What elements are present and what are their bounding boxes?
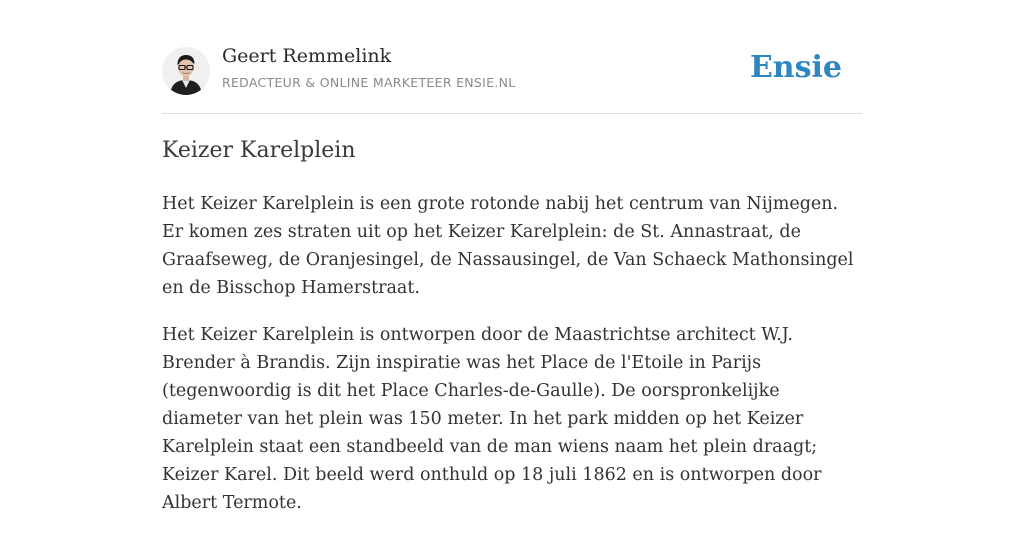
author-portrait-icon <box>162 47 210 95</box>
author-role: REDACTEUR & ONLINE MARKETEER ENSIE.NL <box>222 75 516 90</box>
article-card <box>162 0 862 513</box>
article-paragraph: Het Keizer Karelplein is ontworpen door de Maastrichtse architect W.J. Brender à Brandis. Zijn inspiratie was het Place de l'Etoile in Parijs (tegenwoordig is dit het Place Charles-de-Gaulle). De oorspronkelijke diameter van het plein was 150 meter. In het park midden op het Keizer Karelplein staat een standbeeld van de man wiens naam het plein draagt; Keizer Karel. Dit beeld werd onthuld op 18 juli 1862 en is ontworpen door Albert Termote. <box>162 325 822 513</box>
ensie-logo[interactable]: Ensie <box>749 50 842 85</box>
author-avatar[interactable] <box>162 47 210 95</box>
article-title: Keizer Karelplein <box>162 138 356 163</box>
article-paragraph: Het Keizer Karelplein is een grote rotonde nabij het centrum van Nijmegen. Er komen zes straten uit op het Keizer Karelplein: de St. Annastraat, de Graafseweg, de Oranjesingel, de Nassausingel, de Van Schaeck Mathonsingel en de Bisschop Hamerstraat. <box>162 194 854 298</box>
author-name[interactable]: Geert Remmelink <box>222 45 392 67</box>
author-header <box>162 0 862 114</box>
article-body <box>162 190 862 536</box>
